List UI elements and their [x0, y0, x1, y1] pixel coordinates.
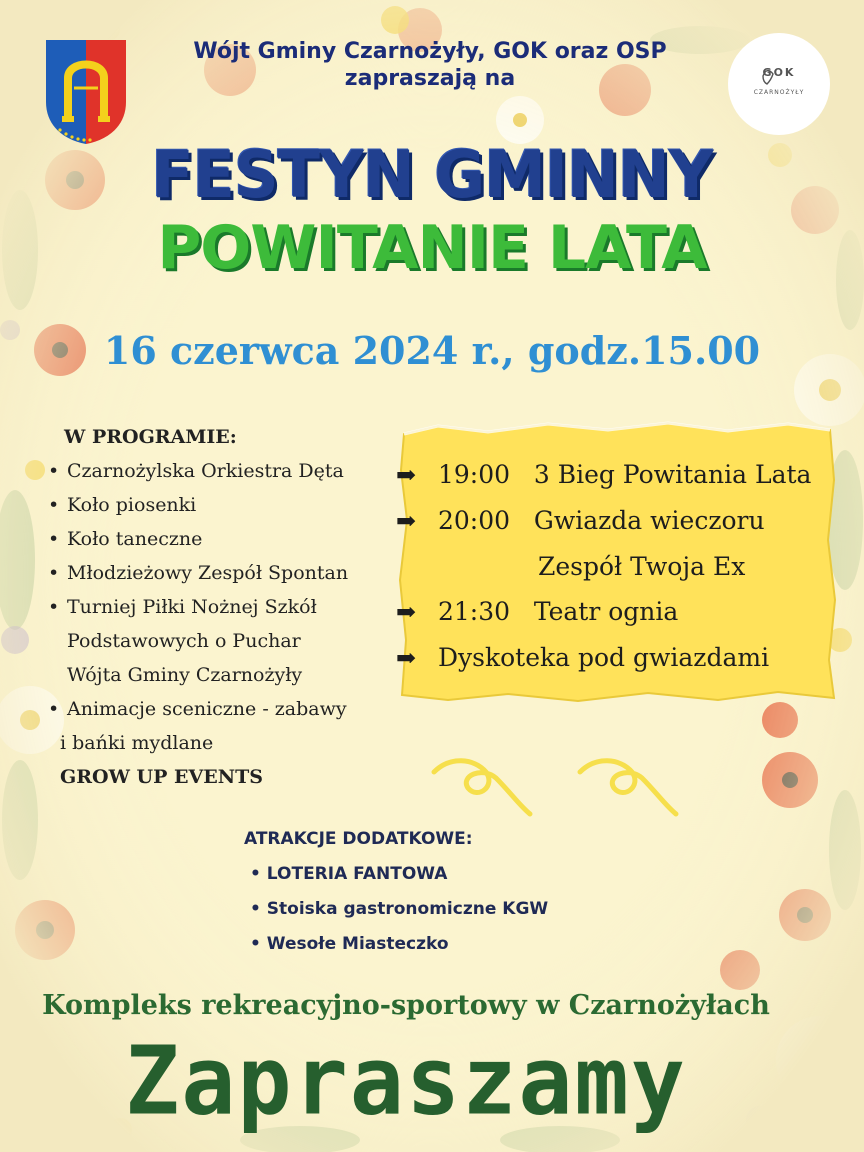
schedule-text: Gwiazda wieczoru: [533, 506, 765, 535]
list-item: • Koło piosenki: [44, 488, 384, 522]
schedule-row: [396, 452, 846, 498]
arrow-right-icon: ➡: [396, 598, 417, 626]
program-footer: GROW UP EVENTS: [60, 766, 263, 788]
list-item: • Wesołe Miasteczko: [244, 927, 644, 962]
schedule-time: 19:00: [437, 460, 510, 489]
title-powitanie: POWITANIE LATA: [157, 213, 707, 283]
gok-logo-text: [727, 66, 831, 96]
gok-letters: GOK: [762, 66, 796, 79]
list-item: • Koło taneczne: [44, 522, 384, 556]
schedule-row: [396, 498, 846, 544]
gmina-coat-of-arms-icon: [44, 38, 128, 146]
list-item: • Animacje sceniczne - zabawy: [44, 692, 384, 726]
schedule-time: 20:00: [437, 506, 510, 535]
arrow-right-icon: ➡: [396, 644, 417, 672]
extra-attractions: [244, 822, 644, 962]
schedule-text: Zespół Twoja Ex: [538, 552, 746, 581]
invite-line: zapraszają na: [344, 66, 516, 91]
list-item: • LOTERIA FANTOWA: [244, 857, 644, 892]
schedule-text: Teatr ognia: [533, 597, 679, 626]
schedule-text: 3 Bieg Powitania Lata: [533, 460, 812, 489]
invite-headline: Zapraszamy: [125, 1026, 687, 1137]
program-list: [44, 420, 384, 794]
schedule-row: [396, 544, 846, 589]
evening-schedule: [396, 452, 846, 681]
gok-subtitle: CZARNOŻYŁY: [753, 89, 805, 96]
list-item: • Turniej Piłki Nożnej Szkół: [44, 590, 384, 624]
event-date: 16 czerwca 2024 r., godz.15.00: [103, 328, 761, 373]
yellow-curl-decoration-icon: [430, 752, 710, 822]
schedule-time: 21:30: [437, 597, 510, 626]
extras-header: ATRAKCJE DODATKOWE:: [244, 829, 473, 849]
arrow-right-icon: ➡: [396, 461, 417, 489]
schedule-row: [396, 589, 846, 635]
list-item-continuation: Podstawowych o Puchar: [67, 630, 301, 652]
program-header: W PROGRAMIE:: [64, 426, 237, 448]
schedule-text: Dyskoteka pod gwiazdami: [437, 643, 770, 672]
arrow-right-icon: ➡: [396, 507, 417, 535]
organizer-header: [130, 38, 730, 92]
list-item: • Młodzieżowy Zespół Spontan: [44, 556, 384, 590]
schedule-row: [396, 635, 846, 681]
title-festyn: FESTYN GMINNY: [151, 136, 713, 213]
organizer-line: Wójt Gminy Czarnożyły, GOK oraz OSP: [193, 39, 667, 64]
list-item: • Czarnożylska Orkiestra Dęta: [44, 454, 384, 488]
list-item: • Stoiska gastronomiczne KGW: [244, 892, 644, 927]
list-item-continuation: i bańki mydlane: [60, 732, 214, 754]
venue-name: Kompleks rekreacyjno-sportowy w Czarnożyłach: [42, 990, 770, 1021]
list-item-continuation: Wójta Gminy Czarnożyły: [67, 664, 303, 686]
